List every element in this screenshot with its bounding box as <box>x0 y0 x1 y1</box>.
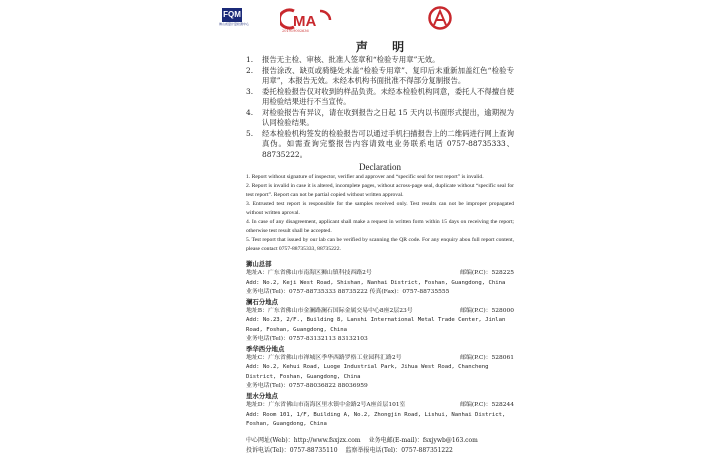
item-number: 5. <box>246 128 254 138</box>
item-text: 对检验报告有异议，请在收到报告之日起 15 天内以书面形式提出，逾期视为认同检验结果。 <box>262 107 514 127</box>
address-row <box>246 354 514 363</box>
item-number: 2. <box>246 65 254 75</box>
tel-text: 业务电话(Tel)：0757-88036822 88036959 <box>246 383 368 390</box>
address-row <box>246 401 514 410</box>
item-number: 4. <box>246 107 254 117</box>
branch-addresses <box>246 260 514 429</box>
declaration-list-cn <box>246 55 514 160</box>
tel-text: 业务电话(Tel)：0757-88735333 88735222 传真(Fax)：0757-88735555 <box>246 289 450 296</box>
item-text: 报告无主检、审核、批准人签章和“检验专用章”无效。 <box>262 55 440 64</box>
item-number: 3. <box>246 86 254 96</box>
postcode: 邮编(P.C)：528244 <box>460 402 514 409</box>
address-en: Add: Room 101, 1/F, Building A, No.2, Zhongjin Road, Lishui, Nanhai District, Foshan, Guangdong, China <box>246 411 506 427</box>
tel-text: 业务电话(Tel)：0757-83132113 83132103 <box>246 336 368 343</box>
item-text: 委托检验报告仅对收到的样品负责。未经本检验机构同意，委托人不得擅自使用检验结果进行不当宣传。 <box>262 86 514 106</box>
item-text: 经本检验机构签发的检验报告可以通过手机扫描报告上的二维码进行网上查询真伪。如需查询完整报告内容请致电业务联系电话 0757-88735333、88735222。 <box>262 128 514 159</box>
cma-logo <box>280 8 332 30</box>
fqm-logo-subtext: 佛山质量计量检测中心 <box>219 22 250 26</box>
list-item: 4. In case of any disagreement, applicant shall make a request in written form within 15 days on receiving the report; otherwise test result shall be accepted. <box>246 219 514 234</box>
list-item: 2. Report is invalid in case it is altered, incomplete pages, without across-page seal, duplicate without “specific seal for test report”. Report can not be partial copied without written approval. <box>246 183 514 198</box>
list-item: 1. Report without signature of inspector, verifier and approver and “specific seal for test report” is invalid. <box>246 174 484 180</box>
address-cn: 地址D：广东省佛山市南海区里水镇中金路2号A座首层101室 <box>246 402 406 409</box>
address-row <box>246 307 514 316</box>
list-item <box>246 66 514 87</box>
branch-name: 澜石分地点 <box>246 297 278 306</box>
list-item <box>246 87 514 108</box>
branch-name: 狮山总部 <box>246 260 272 268</box>
address-cn: 地址A：广东省佛山市南海区狮山镇科技西路2号 <box>246 270 372 277</box>
declaration-title-cn: 声 明 <box>355 40 415 54</box>
svg-text:MA: MA <box>293 13 317 30</box>
item-number: 1. <box>246 55 254 64</box>
address-cn: 地址B：广东省佛山市金澜路澜石国际金属交易中心8座2层23号 <box>246 308 413 315</box>
contact-footer <box>246 436 514 455</box>
postcode: 邮编(P.C)：528061 <box>460 355 514 362</box>
list-item <box>246 129 514 161</box>
postcode: 邮编(P.C)：528225 <box>460 270 514 277</box>
item-text: 报告涂改、缺页或骑缝处未盖“检验专用章”、复印后未重新加盖红色“检验专用章”，本报告无效。未经本机构书面批准不得部分复制报告。 <box>262 65 514 85</box>
document-body <box>246 40 514 455</box>
list-item <box>246 108 514 129</box>
postcode: 邮编(P.C)：528000 <box>460 308 514 315</box>
branch-name: 里水分地点 <box>246 391 278 400</box>
cma-number: 201919002636 <box>282 29 309 33</box>
report-tel-text: 监察举报电话(Tel)：0757-887351222 <box>345 446 453 454</box>
address-cn: 地址C：广东省佛山市禅城区季华西路罗格工业园科汇路2号 <box>246 355 402 362</box>
cnas-logo <box>425 6 455 30</box>
email-text: 业务电邮(E-mail)：fsxjywb@163.com <box>368 437 478 445</box>
website-text: 中心网址(Web)：http://www.fsxjzx.com <box>246 437 361 445</box>
list-item: 3. Entrusted test report is responsible for the samples received only. Test results can not be improper propagated without written aproval. <box>246 201 514 216</box>
list-item <box>246 55 514 66</box>
declaration-list-en <box>246 173 514 254</box>
address-en: Add: No.2, Kehui Road, Luoge Industrial Park, Jihua West Road, Chancheng District, Foshan, Guangdong, China <box>246 364 489 380</box>
fqm-logo: FQM <box>222 8 242 22</box>
address-row <box>246 269 514 278</box>
branch-name: 季华西分地点 <box>246 344 285 353</box>
address-en: Add: No.23, 2/F., Building 8, Lanshi International Metal Trade Center, Jinlan Road, Foshan, Guangdong, China <box>246 317 506 333</box>
list-item: 5. Test report that issued by our lab can be verified by scanning the QR code. For any enquiry abou full report content, please contact 0757-88735333, 88735222. <box>246 237 514 252</box>
address-en: Add: No.2, Keji West Road, Shishan, Nanhai District, Foshan, Guangdong, China <box>246 279 506 286</box>
complaint-tel-text: 投诉电话(Tel)：0757-88735110 <box>246 446 338 454</box>
declaration-title-en: Declaration <box>359 162 401 172</box>
